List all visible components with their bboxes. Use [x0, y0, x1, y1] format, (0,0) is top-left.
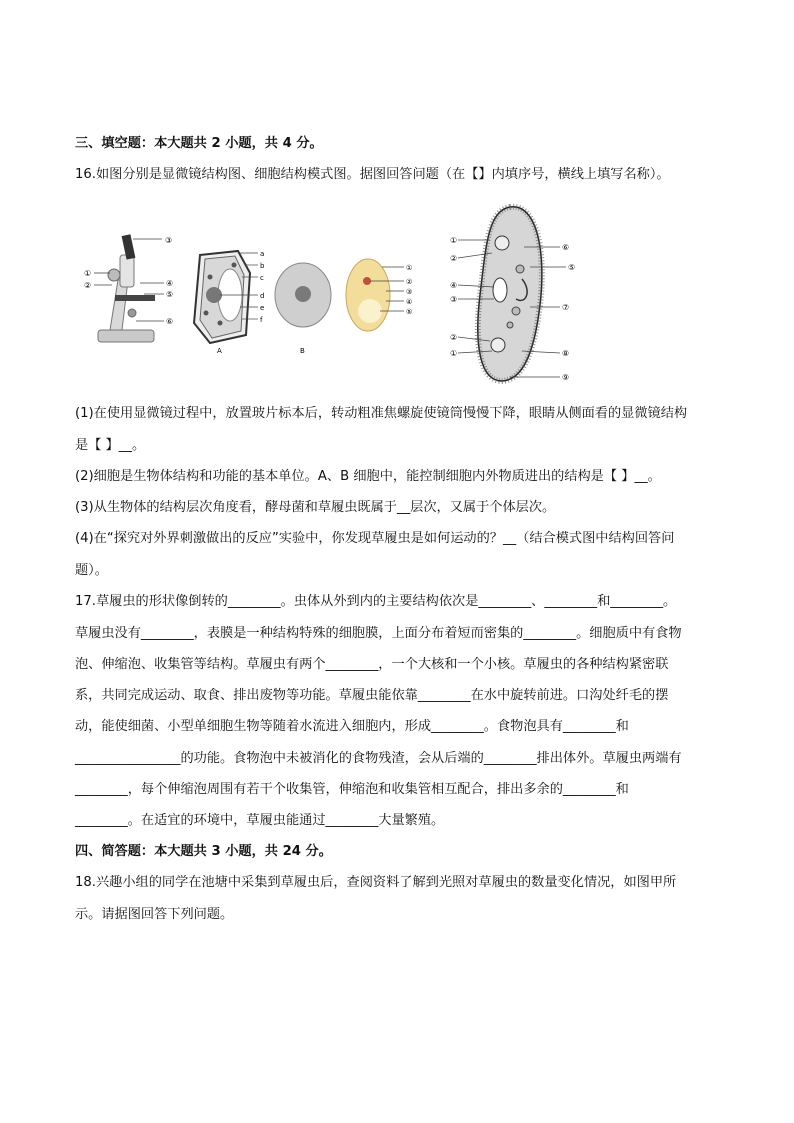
section-4-heading: 四、简答题：本大题共 3 小题，共 24 分。: [75, 844, 332, 859]
paramecium-right-label-7: ⑦: [562, 303, 570, 312]
yeast-label-3: ③: [406, 288, 413, 296]
q17-line-5: 动，能使细菌、小型单细胞生物等随着水流进入细胞内，形成________。食物泡具有________和: [75, 719, 629, 734]
cell-a-label-e: e: [260, 304, 265, 312]
paramecium-right-label-5: ⑤: [568, 263, 576, 272]
figure-illustrations: [70, 195, 590, 390]
q18-line-1: 18.兴趣小组的同学在池塘中采集到草履虫后，查阅资料了解到光照对草履虫的数量变化情况，如图甲所: [75, 875, 677, 890]
yeast-cell-figure: [346, 259, 412, 331]
question-16-stem: 16.如图分别是显微镜结构图、细胞结构模式图。据图回答问题（在【】内填序号，横线上填写名称）。: [75, 167, 670, 182]
microscope-label-2: ②: [84, 281, 92, 290]
paramecium-left-label-2: ②: [450, 254, 458, 263]
paramecium-right-label-9: ⑨: [562, 373, 570, 382]
paramecium-right-label-6: ⑥: [562, 243, 570, 252]
microscope-label-3: ③: [165, 236, 173, 245]
paramecium-left-label-2b: ②: [450, 333, 458, 342]
paramecium-left-label-1b: ①: [450, 349, 458, 358]
animal-cell-figure-b: [275, 263, 331, 355]
yeast-label-4: ④: [406, 298, 413, 306]
microscope-label-6: ⑥: [166, 317, 174, 326]
cell-a-label-a: a: [260, 250, 265, 258]
q17-line-8: ________。在适宜的环境中，草履虫能通过________大量繁殖。: [75, 813, 445, 828]
q17-line-2: 草履虫没有________，表膜是一种结构特殊的细胞膜，上面分布着短而密集的________。细胞质中有食物: [75, 626, 682, 641]
paramecium-figure: [450, 207, 575, 382]
q16-sub1-line2: 是【 】__。: [75, 438, 146, 453]
q17-line-4: 系，共同完成运动、取食、排出废物等功能。草履虫能依靠________在水中旋转前进。口沟处纤毛的摆: [75, 688, 669, 703]
plant-cell-figure-a: [194, 250, 265, 355]
cell-a-label-f: f: [260, 316, 263, 324]
microscope-label-4: ④: [166, 279, 174, 288]
q17-line-7: ________，每个伸缩泡周围有若干个收集管，伸缩泡和收集管相互配合，排出多余的________和: [75, 782, 629, 797]
yeast-label-1: ①: [406, 264, 413, 272]
question-16-figures: [70, 195, 590, 390]
cell-b-caption: B: [300, 347, 305, 355]
microscope-label-5: ⑤: [166, 290, 174, 299]
yeast-label-2: ②: [406, 278, 413, 286]
q16-sub4-line2: 题）。: [75, 563, 108, 578]
cell-a-label-c: c: [260, 274, 264, 282]
paramecium-left-label-4: ④: [450, 281, 458, 290]
yeast-label-5: ⑤: [406, 308, 413, 316]
q16-sub1-line1: (1)在使用显微镜过程中，放置玻片标本后，转动粗准焦螺旋使镜筒慢慢下降，眼睛从侧面看的显微镜结构: [75, 406, 688, 421]
q16-sub3: (3)从生物体的结构层次角度看，酵母菌和草履虫既属于__层次，又属于个体层次。: [75, 500, 556, 515]
q16-sub4-line1: (4)在“探究对外界刺激做出的反应”实验中，你发现草履虫是如何运动的？__（结合模式图中结构回答问: [75, 531, 675, 546]
cell-a-label-b: b: [260, 262, 265, 270]
cell-a-label-d: d: [260, 292, 265, 300]
paramecium-left-label-3: ③: [450, 295, 458, 304]
q17-line-1: 17.草履虫的形状像倒转的________。虫体从外到内的主要结构依次是________、________和________。: [75, 594, 677, 609]
microscope-label-1: ①: [84, 269, 92, 278]
q18-line-2: 示。请据图回答下列问题。: [75, 907, 234, 922]
q16-sub2: (2)细胞是生物体结构和功能的基本单位。A、B 细胞中，能控制细胞内外物质进出的结构是【 】__。: [75, 469, 661, 484]
q17-line-3: 泡、伸缩泡、收集管等结构。草履虫有两个________，一个大核和一个小核。草履虫的各种结构紧密联: [75, 657, 669, 672]
cell-a-caption: A: [217, 347, 222, 355]
section-3-heading: 三、填空题：本大题共 2 小题，共 4 分。: [75, 136, 323, 151]
paramecium-left-label-1: ①: [450, 236, 458, 245]
paramecium-right-label-8: ⑧: [562, 349, 570, 358]
microscope-figure: [84, 234, 173, 342]
q17-line-6: ________________的功能。食物泡中未被消化的食物残渣，会从后端的________排出体外。草履虫两端有: [75, 751, 682, 766]
